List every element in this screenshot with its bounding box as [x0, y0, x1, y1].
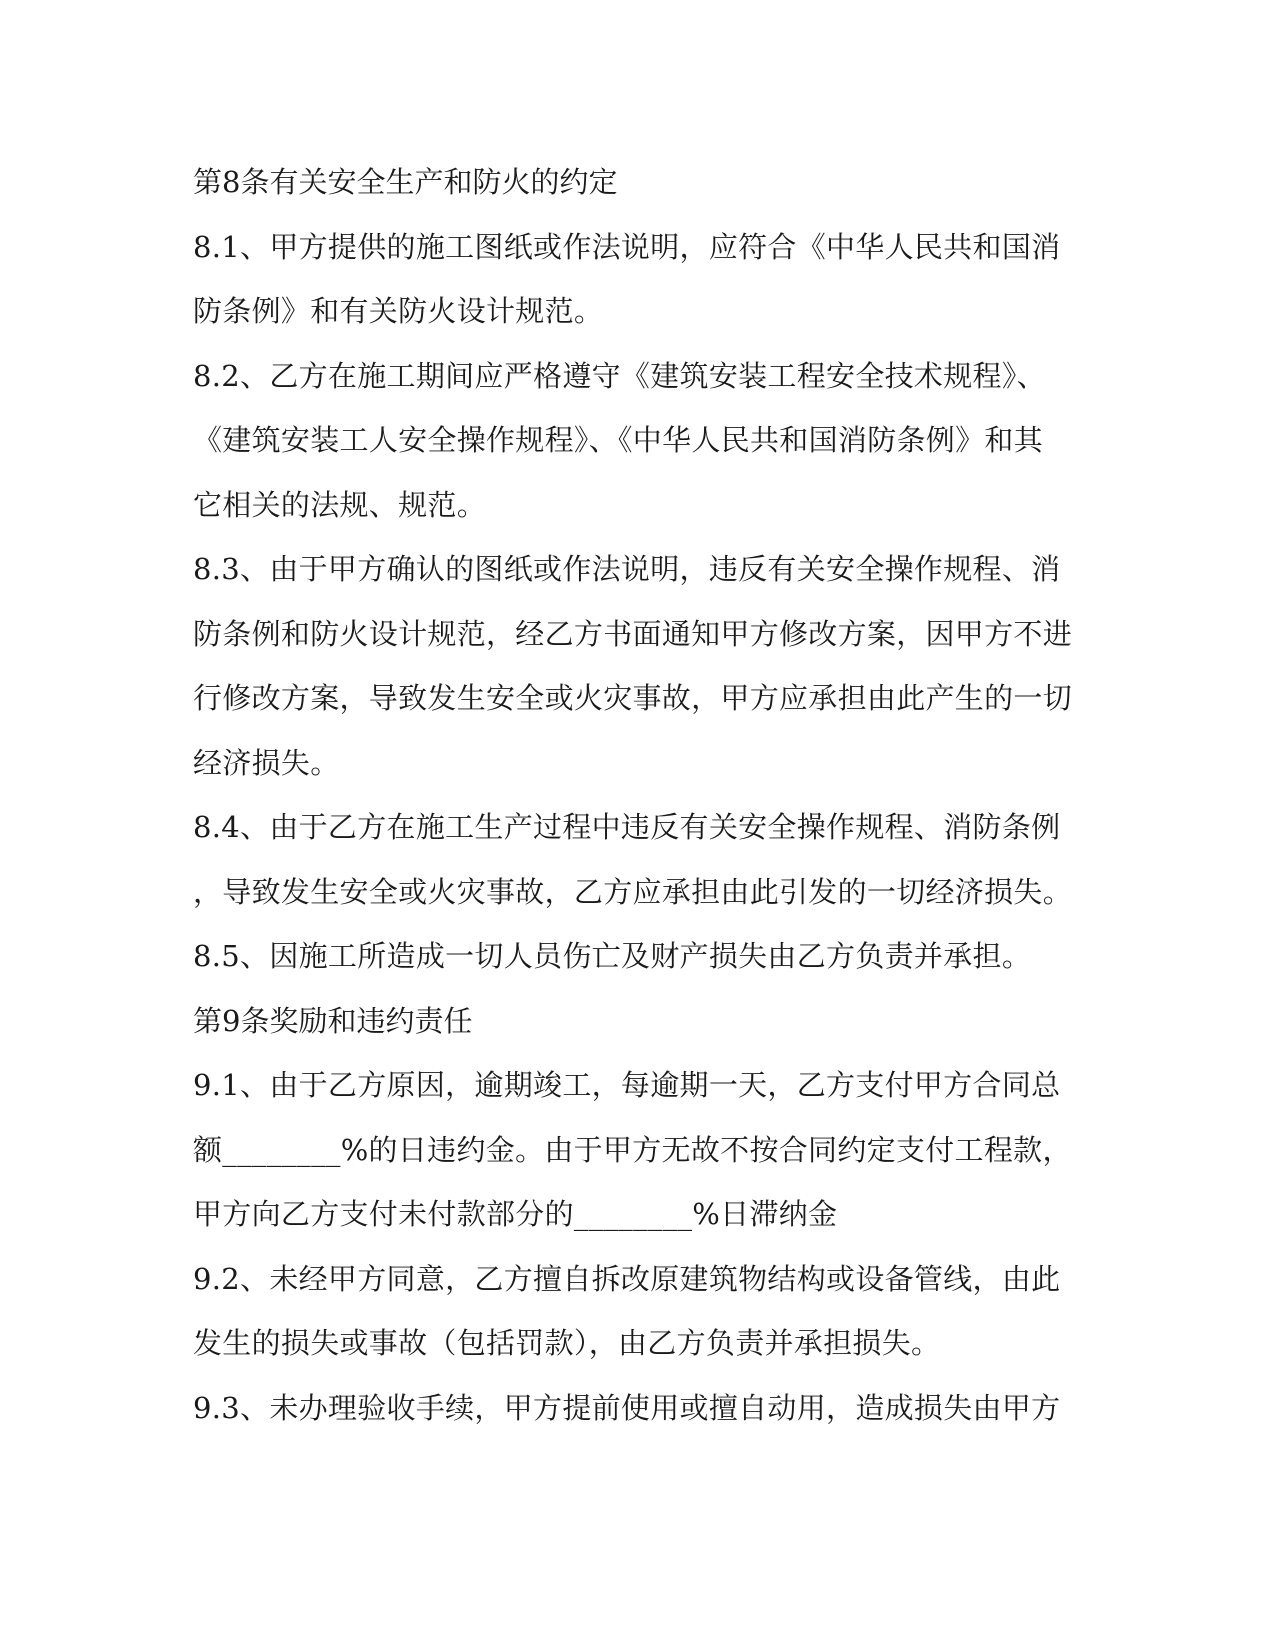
clause-9-2-line-1: 9.2、未经甲方同意，乙方擅自拆改原建筑物结构或设备管线，由此 [193, 1261, 1061, 1296]
clause-8-5-line-1: 8.5、因施工所造成一切人员伤亡及财产损失由乙方负责并承担。 [193, 939, 1032, 973]
clause-9-1-line-1: 9.1、由于乙方原因，逾期竣工，每逾期一天，乙方支付甲方合同总 [193, 1068, 1061, 1102]
section-heading-8: 第8条有关安全生产和防火的约定 [193, 165, 618, 199]
clause-8-2-line-1: 8.2、乙方在施工期间应严格遵守《建筑安装工程安全技术规程》、 [193, 358, 1046, 393]
section-heading-9: 第9条奖励和违约责任 [193, 1003, 473, 1038]
clause-8-3-line-2: 防条例和防火设计规范，经乙方书面通知甲方修改方案，因甲方不进 [193, 616, 1073, 651]
clause-9-1-line-3: 甲方向乙方支付未付款部分的________%日滞纳金 [193, 1197, 838, 1231]
clause-8-1-line-2: 防条例》和有关防火设计规范。 [193, 294, 604, 328]
clause-8-4-line-1: 8.4、由于乙方在施工生产过程中违反有关安全操作规程、消防条例 [193, 810, 1061, 844]
clause-8-4-line-2: ，导致发生安全或火灾事故，乙方应承担由此引发的一切经济损失。 [193, 874, 1073, 909]
clause-9-1-line-2: 额________%的日违约金。由于甲方无故不按合同约定支付工程款， [193, 1132, 1072, 1167]
clause-8-3-line-3: 行修改方案，导致发生安全或火灾事故，甲方应承担由此产生的一切 [193, 681, 1073, 715]
document-body [193, 150, 1073, 1440]
clause-9-2-line-2: 发生的损失或事故（包括罚款），由乙方负责并承担损失。 [193, 1326, 941, 1360]
clause-9-3-line-1: 9.3、未办理验收手续，甲方提前使用或擅自动用，造成损失由甲方 [193, 1390, 1061, 1425]
clause-8-2-line-2: 《建筑安装工人安全操作规程》、《中华人民共和国消防条例》和其 [193, 423, 1044, 457]
clause-8-3-line-4: 经济损失。 [193, 745, 340, 780]
clause-8-2-line-3: 它相关的法规、规范。 [193, 487, 487, 522]
clause-8-1-line-1: 8.1、甲方提供的施工图纸或作法说明，应符合《中华人民共和国消 [193, 229, 1061, 264]
clause-8-3-line-1: 8.3、由于甲方确认的图纸或作法说明，违反有关安全操作规程、消 [193, 552, 1061, 586]
